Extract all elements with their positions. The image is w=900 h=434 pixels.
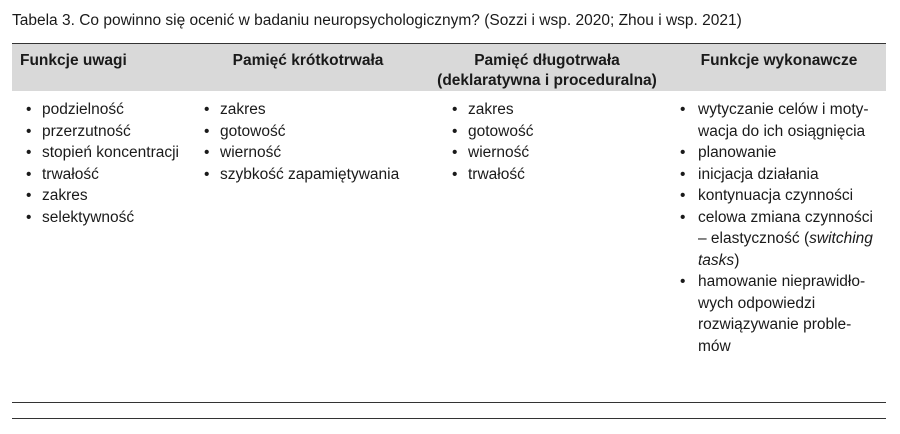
list-item (678, 207, 886, 272)
list-item (202, 121, 422, 143)
list-item (202, 99, 422, 121)
bullet-icon: • (680, 101, 686, 118)
bullet-list (24, 99, 194, 228)
bullet-icon: • (204, 122, 210, 140)
list-item (202, 142, 422, 164)
list-item-text: wierność (220, 144, 282, 161)
list-item (24, 207, 194, 229)
assessment-table (12, 43, 886, 403)
list-item-text: wytyczanie celów i moty- (698, 101, 869, 118)
list-item-text: zakres (220, 101, 266, 118)
bullet-icon: • (204, 165, 210, 183)
header-attention-functions (12, 44, 194, 91)
column-long-term-memory (422, 91, 672, 402)
list-item (450, 164, 672, 186)
bullet-icon: • (26, 144, 32, 161)
column-attention-functions (12, 91, 194, 402)
list-item (24, 99, 194, 121)
bullet-icon: • (452, 122, 458, 140)
list-item-text: kontynuacja czynności (698, 187, 854, 204)
bullet-icon: • (26, 122, 32, 140)
header-line: (deklaratywna i proceduralna) (437, 72, 657, 89)
list-item-text: trwałość (468, 165, 525, 183)
bottom-divider (12, 418, 886, 419)
list-item-text: podzielność (42, 101, 124, 118)
list-item (678, 164, 886, 186)
list-item-text: tasks) (698, 251, 740, 269)
list-item (450, 99, 672, 121)
list-item-text: stopień koncentracji (42, 144, 179, 161)
table-caption (12, 11, 742, 31)
list-item-text: wacja do ich osiągnięcia (698, 122, 866, 140)
list-item-text: – elastyczność (switching (698, 230, 873, 247)
list-item (24, 164, 194, 186)
list-item-text: rozwiązywanie proble- (698, 316, 852, 333)
header-line: Pamięć krótkotrwała (232, 52, 384, 69)
bullet-list (450, 99, 672, 185)
bullet-list (678, 99, 886, 357)
header-line: Funkcje wykonawcze (700, 52, 858, 69)
list-item (24, 142, 194, 164)
bullet-icon: • (26, 187, 32, 204)
bullet-icon: • (680, 208, 686, 226)
header-line: Pamięć długotrwała (474, 52, 620, 69)
list-item (202, 164, 422, 186)
list-item (678, 185, 886, 207)
list-item-text: inicjacja działania (698, 165, 819, 183)
list-item-text: selektywność (42, 208, 135, 226)
table-caption-label: Tabela 3. (12, 12, 75, 29)
list-item (678, 271, 886, 357)
table-caption-text: Co powinno się ocenić w badaniu neuropsychologicznym? (Sozzi i wsp. 2020; Zhou i wsp. 2021) (74, 12, 742, 29)
list-item (24, 121, 194, 143)
table-header-row (12, 44, 886, 91)
list-item-text: szybkość zapamiętywania (220, 165, 400, 183)
column-short-term-memory (194, 91, 422, 402)
bullet-icon: • (452, 144, 458, 161)
bullet-list (202, 99, 422, 185)
table-body-row (12, 91, 886, 403)
bullet-icon: • (452, 101, 458, 118)
header-short-term-memory (194, 44, 422, 91)
header-long-term-memory (422, 44, 672, 91)
bullet-icon: • (26, 165, 32, 183)
list-item-text: hamowanie nieprawidło- (698, 273, 866, 290)
list-item-text: gotowość (220, 122, 286, 140)
list-item-text: zakres (42, 187, 88, 204)
bullet-icon: • (452, 165, 458, 183)
header-executive-functions (672, 44, 886, 91)
list-item (450, 142, 672, 164)
bullet-icon: • (204, 101, 210, 118)
list-item-text: zakres (468, 101, 514, 118)
list-item-text: planowanie (698, 144, 777, 161)
bullet-icon: • (26, 101, 32, 118)
column-executive-functions (672, 91, 886, 402)
bullet-icon: • (680, 165, 686, 183)
list-item-text: trwałość (42, 165, 99, 183)
list-item-text: przerzutność (42, 122, 131, 140)
list-item (678, 142, 886, 164)
list-item (450, 121, 672, 143)
list-item-text: wierność (468, 144, 530, 161)
list-item-text: celowa zmiana czynności (698, 208, 873, 226)
list-item-text: wych odpowiedzi (698, 294, 816, 312)
bullet-icon: • (26, 208, 32, 226)
header-line: Funkcje uwagi (20, 52, 127, 69)
list-item (24, 185, 194, 207)
bullet-icon: • (680, 144, 686, 161)
list-item-text: gotowość (468, 122, 534, 140)
list-item-text: mów (698, 337, 731, 355)
bullet-icon: • (204, 144, 210, 161)
bullet-icon: • (680, 187, 686, 204)
list-item (678, 99, 886, 142)
bullet-icon: • (680, 273, 686, 290)
